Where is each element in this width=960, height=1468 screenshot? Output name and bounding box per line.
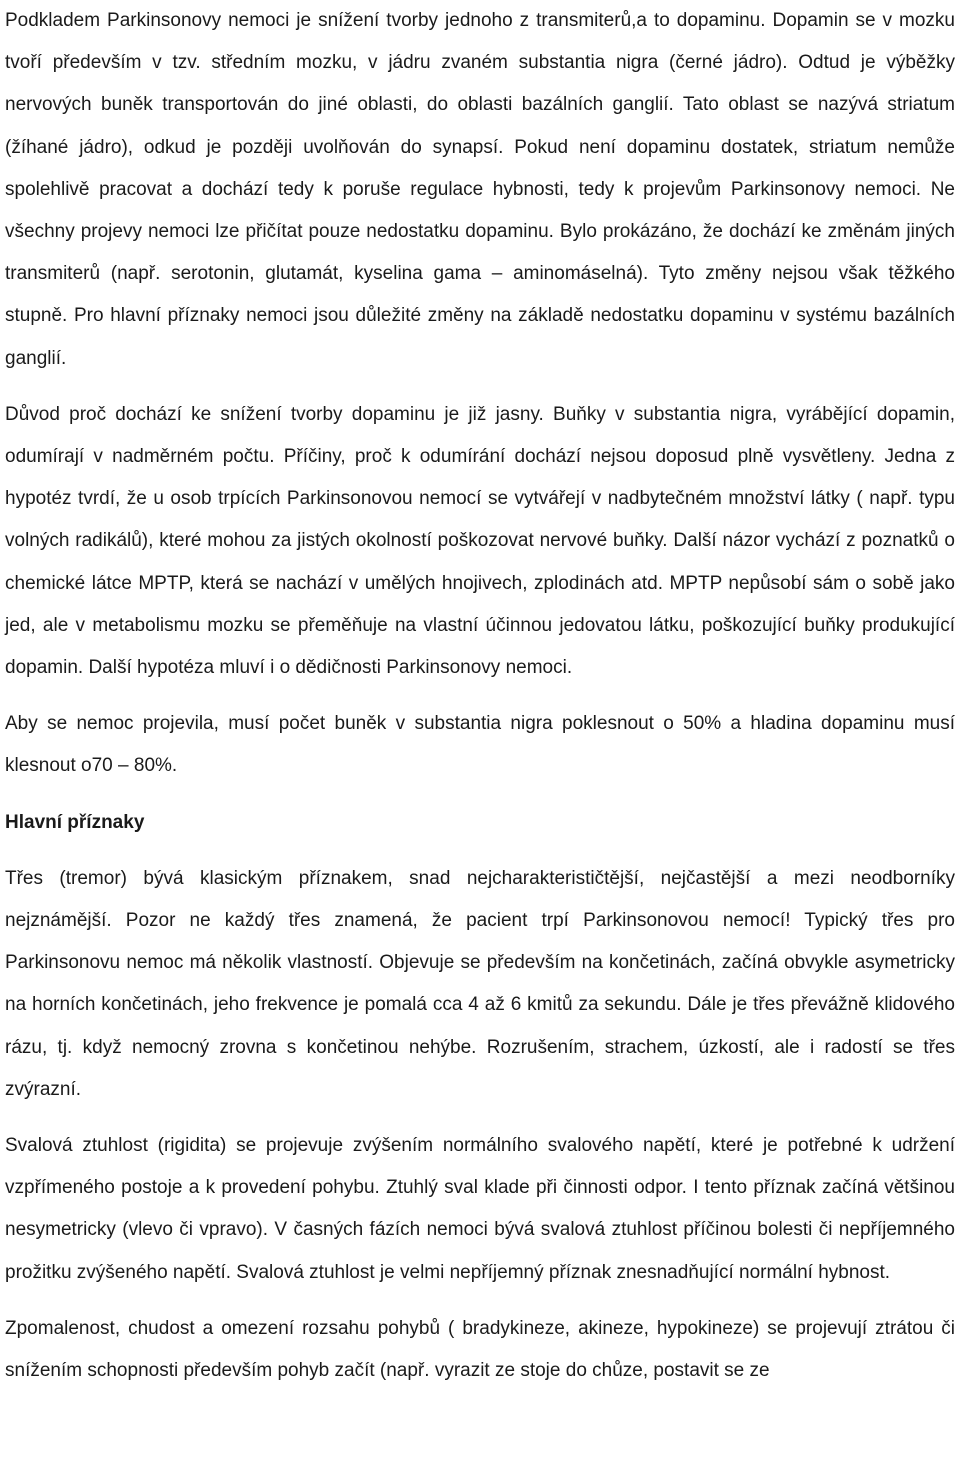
paragraph-spacer bbox=[5, 1294, 955, 1308]
paragraph-spacer bbox=[5, 1111, 955, 1125]
section-heading-main-symptoms: Hlavní příznaky bbox=[5, 811, 145, 833]
paragraph-spacer bbox=[5, 844, 955, 858]
paragraph-threshold: Aby se nemoc projevila, musí počet buněk v substantia nigra poklesnout o 50% a hladina dopaminu musí klesnout o70 – 80%. bbox=[5, 713, 955, 777]
paragraph-spacer bbox=[5, 380, 955, 394]
paragraph-rigidity: Svalová ztuhlost (rigidita) se projevuje zvýšením normálního svalového napětí, které je potřebné k udržení vzpřímeného postoje a k provedení pohybu. Ztuhlý sval klade při činnosti odpor. I tento příznak začíná většinou nesymetricky (vlevo či vpravo). V časných fázích nemoci bývá svalová ztuhlost příčinou bolesti či nepříjemného prožitku zvýšeného napětí. Svalová ztuhlost je velmi nepříjemný příznak znesnadňující normální hybnost. bbox=[5, 1135, 955, 1283]
paragraph-tremor: Třes (tremor) bývá klasickým příznakem, snad nejcharakterističtější, nejčastější a mezi neodborníky nejznámější. Pozor ne každý třes znamená, že pacient trpí Parkinsonovou nemocí! Typický třes pro Parkinsonovu nemoc má několik vlastností. Objevuje se především na končetinách, začíná obvykle asymetricky na horních končetinách, jeho frekvence je pomalá cca 4 až 6 kmitů za sekundu. Dále je třes převážně klidového rázu, tj. když nemocný zrovna s končetinou nehýbe. Rozrušením, strachem, úzkostí, ale i radostí se třes zvýrazní. bbox=[5, 867, 955, 1100]
paragraph-spacer bbox=[5, 689, 955, 703]
paragraph-spacer bbox=[5, 788, 955, 802]
paragraph-causes: Důvod proč dochází ke snížení tvorby dopaminu je již jasny. Buňky v substantia nigra, vyrábějící dopamin, odumírají v nadměrném počtu. Příčiny, proč k odumírání dochází nejsou doposud plně vysvětleny. Jedna z hypotéz tvrdí, že u osob trpících Parkinsonovou nemocí se vytvářejí v nadbytečném množství látky ( např. typu volných radikálů), které mohou za jistých okolností poškozovat nervové buňky. Další názor vychází z poznatků o chemické látce MPTP, která se nachází v umělých hnojivech, zplodinách atd. MPTP nepůsobí sám o sobě jako jed, ale v metabolismu mozku se přeměňuje na vlastní účinnou jedovatou látku, poškozující buňky produkující dopamin. Další hypotéza mluví i o dědičnosti Parkinsonovy nemoci. bbox=[5, 403, 955, 679]
paragraph-dopamine-intro: Podkladem Parkinsonovy nemoci je snížení tvorby jednoho z transmiterů,a to dopaminu. Dopamin se v mozku tvoří především v tzv. středním mozku, v jádru zvaném substantia nigra (černé jádro). Odtud je výběžky nervových buněk transportován do jiné oblasti, do oblasti bazálních ganglií. Tato oblast se nazývá striatum (žíhané jádro), odkud je později uvolňován do synapsí. Pokud není dopaminu dostatek, striatum nemůže spolehlivě pracovat a dochází tedy k poruše regulace hybnosti, tedy k projevům Parkinsonovy nemoci. Ne všechny projevy nemoci lze přičítat pouze nedostatku dopaminu. Bylo prokázáno, že dochází ke změnám jiných transmiterů (např. serotonin, glutamát, kyselina gama – aminomáselná). Tyto změny nejsou však těžkého stupně. Pro hlavní příznaky nemoci jsou důležité změny na základě nedostatku dopaminu v systému bazálních ganglií. bbox=[5, 10, 955, 369]
document-page bbox=[5, 0, 955, 1392]
paragraph-bradykinesia: Zpomalenost, chudost a omezení rozsahu pohybů ( bradykineze, akineze, hypokineze) se projevují ztrátou či snížením schopnosti především pohyb začít (např. vyrazit ze stoje do chůze, postavit se ze bbox=[5, 1317, 955, 1382]
